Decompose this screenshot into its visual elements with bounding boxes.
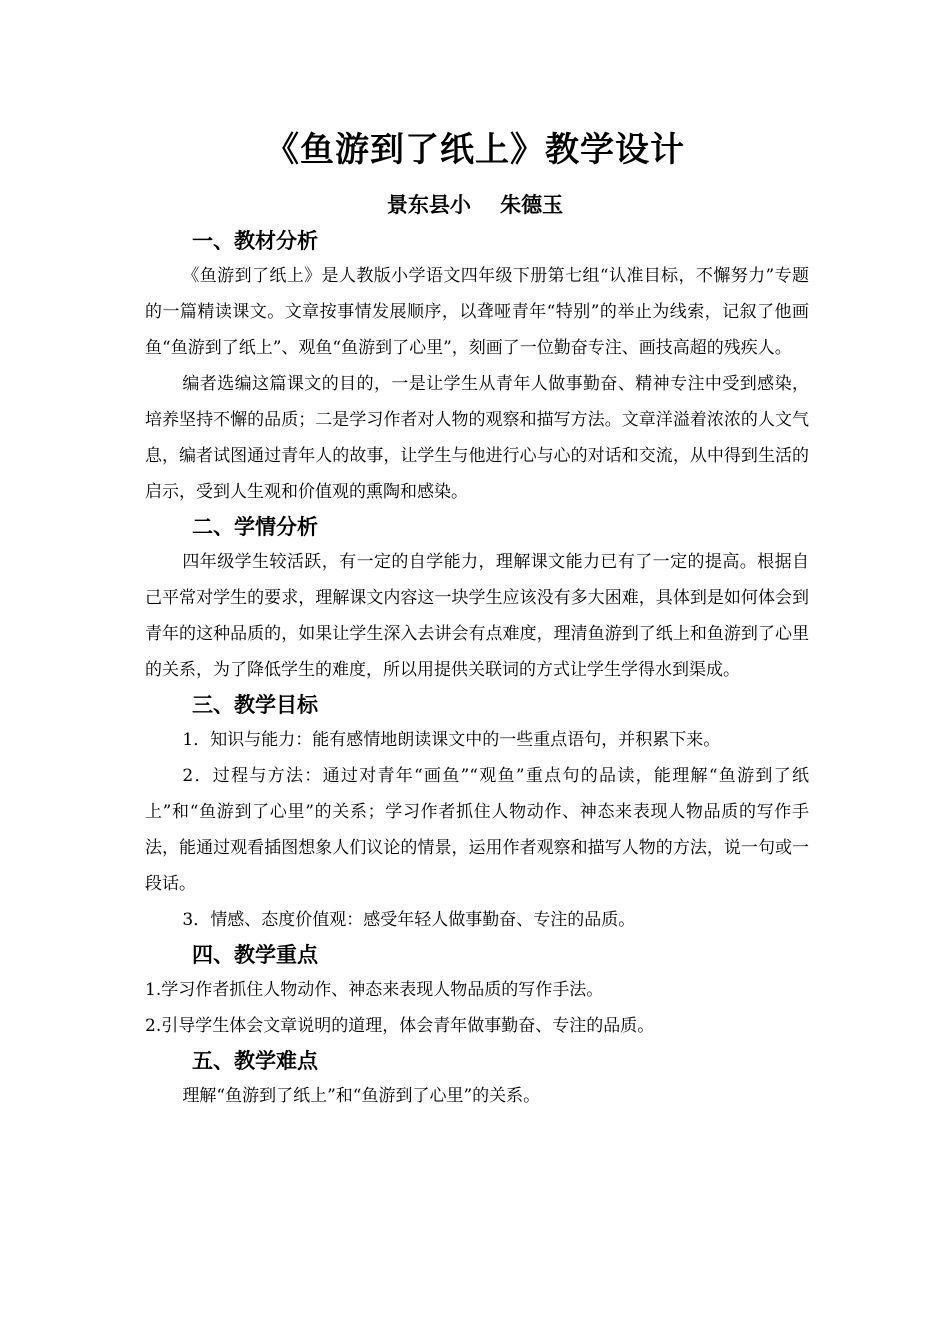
paragraph: 2．过程与方法：通过对青年“画鱼”“观鱼”重点句的品读，能理解“鱼游到了纸上”和“鱼游到了心里”的关系；学习作者抓住人物动作、神态来表现人物品质的写作手法，能通过观看插图想象人们议论的情景，运用作者观察和描写人物的方法，说一句或一段话。: [145, 766, 809, 894]
paragraph: 四年级学生较活跃，有一定的自学能力，理解课文能力已有了一定的提高。根据自己平常对学生的要求，理解课文内容这一块学生应该没有多大困难，具体到是如何体会到青年的这种品质的，如果让学生深入去讲会有点难度，理清鱼游到了纸上和鱼游到了心里的关系，为了降低学生的难度，所以用提供关联词的方式让学生学得水到渠成。: [145, 552, 809, 680]
paragraph: 编者选编这篇课文的目的，一是让学生从青年人做事勤奋、精神专注中受到感染，培养坚持不懈的品质；二是学习作者对人物的观察和描写方法。文章洋溢着浓浓的人文气息，编者试图通过青年人的故事，让学生与他进行心与心的对话和交流，从中得到生活的启示，受到人生观和价值观的熏陶和感染。: [145, 374, 809, 502]
section-heading-student-analysis: 二、学情分析: [192, 515, 318, 539]
list-item: 2.引导学生体会文章说明的道理，体会青年做事勤奋、专注的品质。: [145, 1016, 655, 1036]
document-body: [145, 224, 809, 1114]
section-heading-teaching-difficulty: 五、教学难点: [192, 1049, 318, 1073]
paragraph: 1．知识与能力：能有感情地朗读课文中的一些重点语句，并积累下来。: [182, 730, 721, 750]
paragraph: 理解“鱼游到了纸上”和“鱼游到了心里”的关系。: [182, 1086, 541, 1106]
section-heading-teaching-focus: 四、教学重点: [192, 943, 318, 967]
section-heading-textbook-analysis: 一、教材分析: [192, 229, 318, 253]
paragraph: 《鱼游到了纸上》是人教版小学语文四年级下册第七组“认准目标，不懈努力”专题的一篇精读课文。文章按事情发展顺序，以聋哑青年“特别”的举止为线索，记叙了他画鱼“鱼游到了纸上”、观鱼“鱼游到了心里”，刻画了一位勤奋专注、画技高超的残疾人。: [145, 266, 809, 358]
document-title: 《鱼游到了纸上》教学设计: [265, 130, 685, 170]
paragraph: 3．情感、态度价值观：感受年轻人做事勤奋、专注的品质。: [182, 910, 636, 930]
section-heading-teaching-goals: 三、教学目标: [192, 693, 318, 717]
list-item: 1.学习作者抓住人物动作、神态来表现人物品质的写作手法。: [145, 980, 604, 1000]
document-author: 景东县小 朱德玉: [386, 193, 564, 217]
